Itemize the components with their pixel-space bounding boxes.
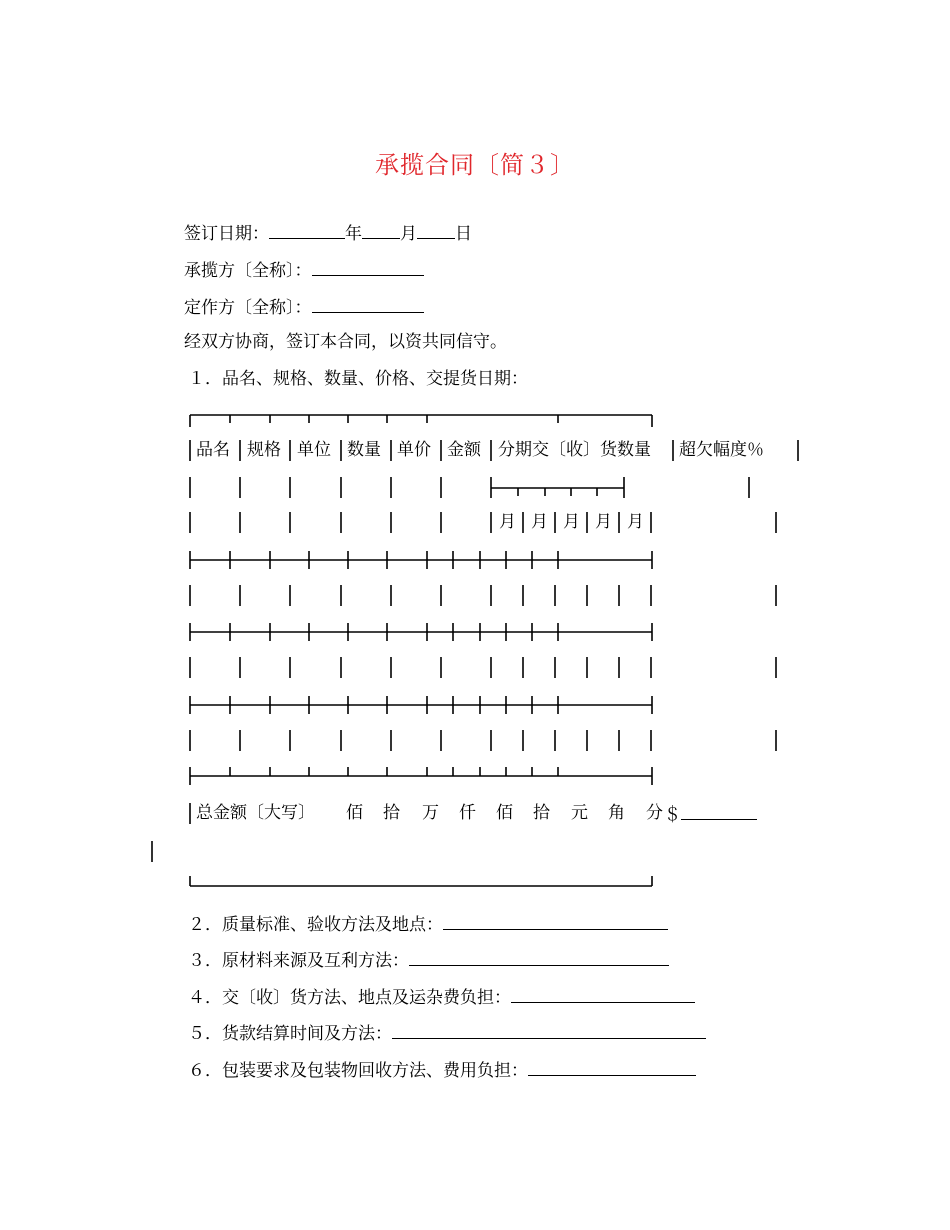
total-amount-label: 总金额〔大写〕 [196,803,315,823]
unit-hundred-2: 佰 [496,803,513,823]
clause-2-blank[interactable] [443,911,668,930]
month-label: 月 [400,224,417,244]
month-label-5: 月 [627,512,644,532]
currency-blank[interactable] [681,801,757,820]
clause-2: ２．质量标准、验收方法及地点： [188,915,443,935]
document-title: 承揽合同〔简３〕 [375,151,575,179]
unit-thousand: 仟 [459,803,476,823]
contractor-label: 承揽方〔全称〕： [184,261,312,281]
orderer-label: 定作方〔全称〕： [184,298,312,318]
year-label: 年 [345,224,362,244]
clause-4-line [188,984,695,1010]
clause-1: １．品名、规格、数量、价格、交提货日期： [188,369,528,389]
unit-jiao: 角 [608,803,625,823]
clause-3-blank[interactable] [409,947,669,966]
unit-fen: 分 [646,803,663,823]
clause-4: ４．交〔收〕货方法、地点及运杂费负担： [188,988,511,1008]
sign-date-label: 签订日期： [184,224,269,244]
clause-4-blank[interactable] [511,984,695,1003]
header-quantity: 数量 [347,440,381,460]
month-label-3: 月 [563,512,580,532]
header-unit: 单位 [297,440,331,460]
header-item-name: 品名 [196,440,230,460]
header-amount: 金额 [447,440,481,460]
unit-ten-2: 拾 [533,803,550,823]
day-label: 日 [455,224,472,244]
month-label-1: 月 [499,512,516,532]
clause-6: ６．包装要求及包装物回收方法、费用负担： [188,1061,528,1081]
header-unit-price: 单价 [397,440,431,460]
header-spec: 规格 [247,440,281,460]
clause-3-line [188,947,669,973]
unit-hundred-1: 佰 [346,803,363,823]
clause-6-line [188,1057,696,1083]
clause-6-blank[interactable] [528,1057,696,1076]
clause-2-line [188,911,668,937]
month-label-4: 月 [595,512,612,532]
clause-3: ３．原材料来源及互利方法： [188,951,409,971]
header-tolerance: 超欠幅度％ [679,440,764,460]
currency-symbol: ＄ [664,805,681,825]
clause-5-line [188,1020,706,1046]
unit-ten-thousand: 万 [422,803,439,823]
clause-5-blank[interactable] [392,1020,706,1039]
intro-text: 经双方协商，签订本合同，以资共同信守。 [184,332,507,352]
currency-field [664,801,757,827]
month-label-2: 月 [531,512,548,532]
header-installment-qty: 分期交〔收〕货数量 [498,440,651,460]
unit-ten-1: 拾 [383,803,400,823]
clause-5: ５．货款结算时间及方法： [188,1024,392,1044]
unit-yuan: 元 [571,803,588,823]
